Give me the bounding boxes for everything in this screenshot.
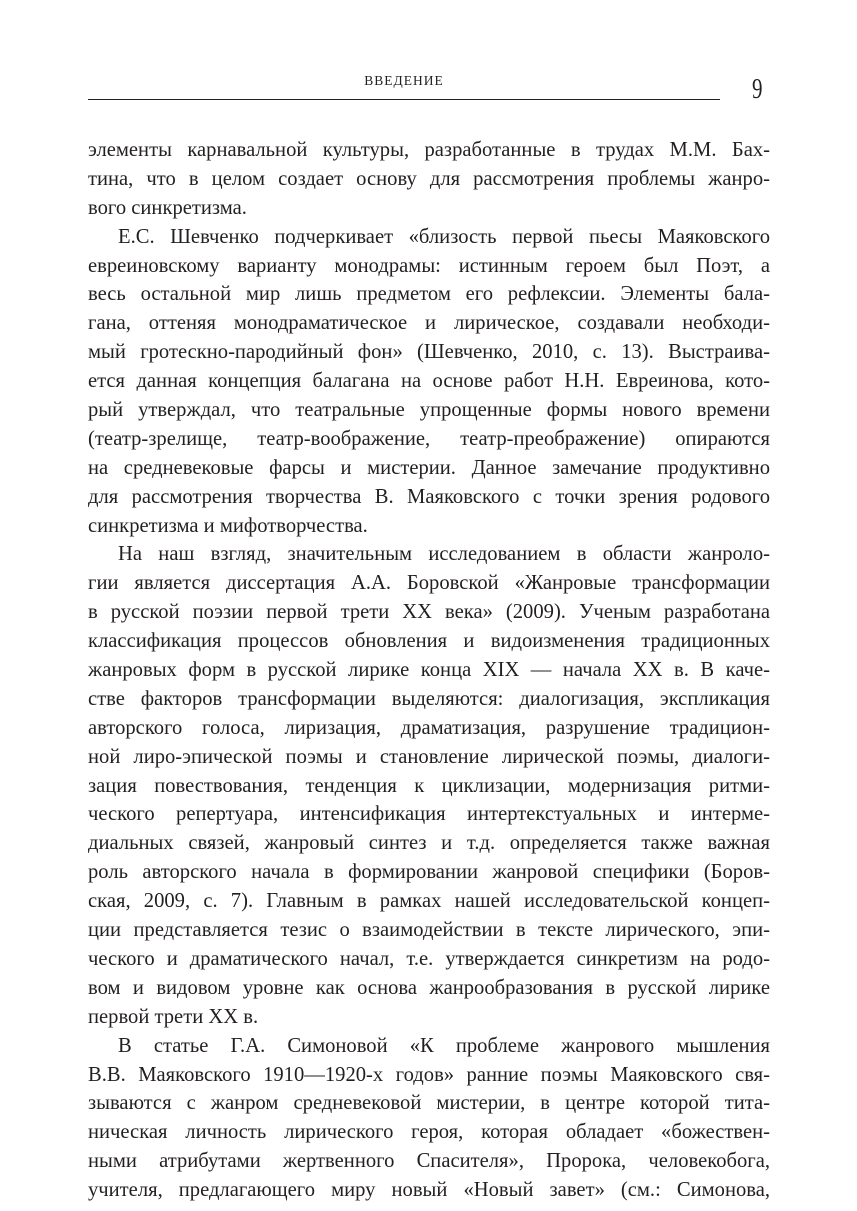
text-line: рый утверждал, что театральные упрощенные формы нового времени bbox=[88, 399, 770, 422]
text-line: жанровых форм в русской лирике конца XIX — начала XX в. В каче- bbox=[88, 659, 770, 682]
text-line: ническая личность лирического героя, которая обладает «божествен- bbox=[88, 1121, 770, 1144]
text-line: гии является диссертация А.А. Боровской «Жанровые трансформации bbox=[88, 572, 770, 595]
text-line: ции представляется тезис о взаимодействии в тексте лирического, эпи- bbox=[88, 919, 770, 942]
text-line: авторского голоса, лиризация, драматизация, разрушение традицион- bbox=[88, 716, 770, 739]
text-line: ческого и драматического начал, т.е. утверждается синкретизм на родо- bbox=[88, 947, 770, 970]
text-line: на средневековые фарсы и мистерии. Данное замечание продуктивно bbox=[88, 456, 770, 479]
text-line: В.В. Маяковского 1910—1920-х годов» ранние поэмы Маяковского свя- bbox=[88, 1063, 770, 1086]
text-line: классификация процессов обновления и видоизменения традиционных bbox=[88, 630, 770, 653]
text-line: вого синкретизма. bbox=[88, 196, 247, 219]
text-line: Е.С. Шевченко подчеркивает «близость первой пьесы Маяковского bbox=[118, 225, 770, 248]
running-head: ВВЕДЕНИЕ bbox=[364, 73, 444, 88]
text-line: мый гротескно-пародийный фон» (Шевченко, 2010, с. 13). Выстраива- bbox=[88, 341, 770, 364]
text-line: синкретизма и мифотворчества. bbox=[88, 514, 368, 537]
text-line: ется данная концепция балагана на основе работ Н.Н. Евреинова, кото- bbox=[88, 370, 770, 393]
text-line: весь остальной мир лишь предметом его рефлексии. Элементы бала- bbox=[88, 283, 770, 306]
text-line: для рассмотрения творчества В. Маяковского с точки зрения родового bbox=[88, 485, 770, 508]
text-line: диальных связей, жанровый синтез и т.д. определяется также важная bbox=[88, 832, 770, 855]
text-line: элементы карнавальной культуры, разработанные в трудах М.М. Бах- bbox=[88, 139, 770, 161]
text-line: роль авторского начала в формировании жанровой специфики (Боров- bbox=[88, 861, 770, 884]
text-line: учителя, предлагающего миру новый «Новый завет» (см.: Симонова, bbox=[88, 1179, 770, 1202]
text-line: ческого репертуара, интенсификация интертекстуальных и интерме- bbox=[88, 803, 770, 826]
text-line: в русской поэзии первой трети XX века» (2009). Ученым разработана bbox=[88, 601, 770, 624]
text-line: (театр-зрелище, театр-воображение, театр-преображение) опираются bbox=[88, 427, 770, 450]
text-line: зация повествования, тенденция к циклизации, модернизация ритми- bbox=[88, 774, 770, 797]
text-line: зываются с жанром средневековой мистерии, в центре которой тита- bbox=[88, 1092, 770, 1115]
page-number: 9 bbox=[752, 74, 763, 105]
text-line: На наш взгляд, значительным исследованием в области жанроло- bbox=[118, 543, 770, 566]
text-line: тина, что в целом создает основу для рассмотрения проблемы жанро- bbox=[88, 167, 770, 190]
text-line: вом и видовом уровне как основа жанрообразования в русской лирике bbox=[88, 976, 770, 999]
text-line: стве факторов трансформации выделяются: диалогизация, экспликация bbox=[88, 687, 770, 710]
header-rule bbox=[88, 99, 720, 100]
body-text bbox=[88, 136, 770, 1205]
text-line: ными атрибутами жертвенного Спасителя», Пророка, человекобога, bbox=[88, 1150, 770, 1173]
text-line: В статье Г.А. Симоновой «К проблеме жанрового мышления bbox=[118, 1034, 770, 1057]
text-line: ной лиро-эпической поэмы и становление лирической поэмы, диалоги- bbox=[88, 745, 770, 768]
text-line: гана, оттеняя монодраматическое и лирическое, создавали необходи- bbox=[88, 312, 770, 335]
text-line: ская, 2009, с. 7). Главным в рамках нашей исследовательской концеп- bbox=[88, 890, 770, 913]
text-line: евреиновскому варианту монодрамы: истинным героем был Поэт, а bbox=[88, 254, 770, 277]
text-line: первой трети XX в. bbox=[88, 1005, 259, 1028]
